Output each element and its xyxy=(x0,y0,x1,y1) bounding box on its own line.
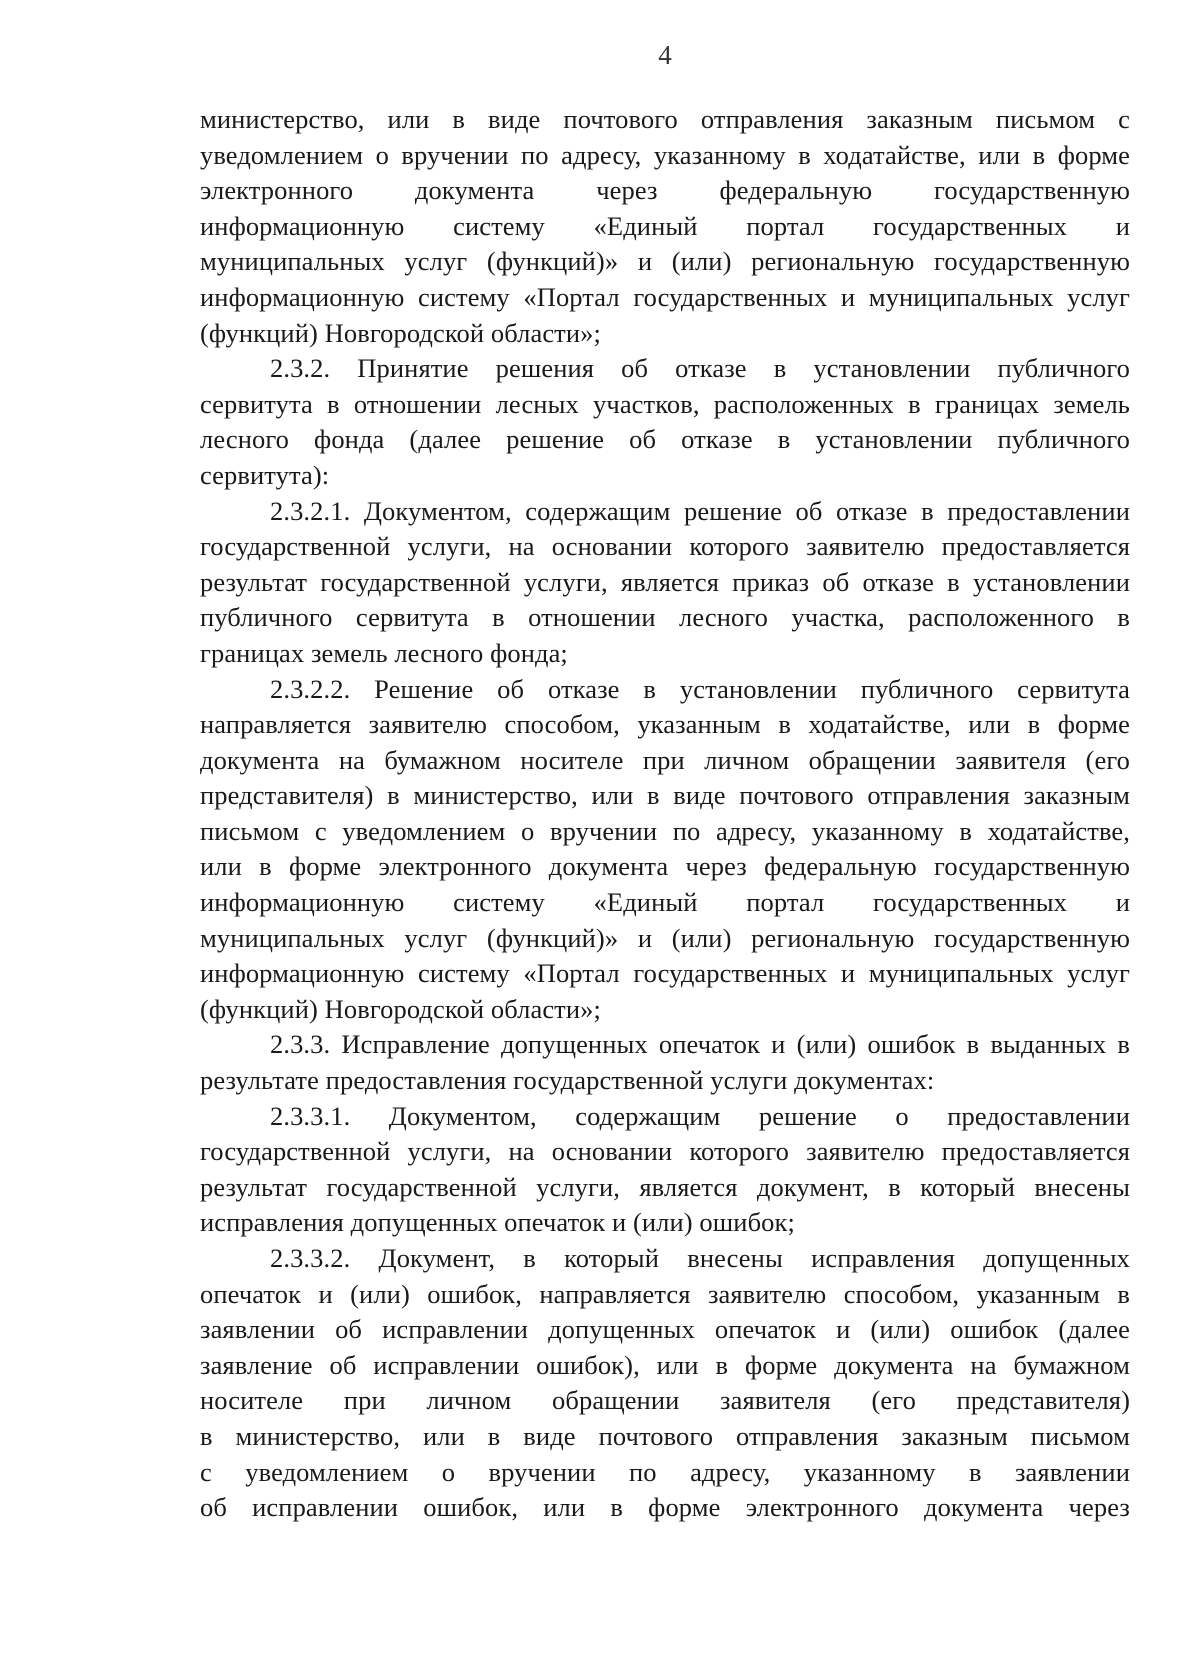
text-line: 2.3.2. Принятие решения об отказе в установлении публичного xyxy=(270,353,1130,384)
text-line: об исправлении ошибок, или в форме электронного документа через xyxy=(200,1492,1130,1523)
text-line: информационную систему «Портал государственных и муниципальных услуг xyxy=(200,281,1130,312)
text-line: публичного сервитута в отношении лесного участка, расположенного в xyxy=(200,602,1130,633)
text-line: результат государственной услуги, является приказ об отказе в установлении xyxy=(200,566,1130,597)
text-line: (функций) Новгородской области»; xyxy=(200,317,601,348)
text-line: государственной услуги, на основании которого заявителю предоставляется xyxy=(200,1136,1130,1167)
paragraph-2-3-3 xyxy=(200,1027,1130,1098)
text-line: информационную систему «Единый портал государственных и xyxy=(200,887,1130,918)
text-line: 2.3.2.2. Решение об отказе в установлении публичного сервитута xyxy=(270,673,1130,704)
text-line: результат государственной услуги, является документ, в который внесены xyxy=(200,1171,1130,1202)
text-line: сервитута в отношении лесных участков, расположенных в границах земель xyxy=(200,388,1130,419)
text-line: с уведомлением о вручении по адресу, указанному в заявлении xyxy=(200,1456,1130,1487)
text-line: государственной услуги, на основании которого заявителю предоставляется xyxy=(200,531,1130,562)
text-line: 2.3.3.2. Документ, в который внесены исправления допущенных xyxy=(270,1243,1130,1273)
text-line: документа на бумажном носителе при личном обращении заявителя (его xyxy=(200,744,1130,775)
paragraph-2-3-2-2 xyxy=(200,672,1130,1028)
document-body xyxy=(200,102,1130,1526)
text-line: результате предоставления государственной услуги документах: xyxy=(200,1065,935,1096)
paragraph-2-3-2 xyxy=(200,351,1130,493)
text-line: направляется заявителю способом, указанным в ходатайстве, или в форме xyxy=(200,709,1130,740)
paragraph-2-3-3-2 xyxy=(200,1241,1130,1526)
text-line: носителе при личном обращении заявителя (его представителя) xyxy=(200,1385,1130,1416)
text-line: заявлении об исправлении допущенных опечаток и (или) ошибок (далее xyxy=(200,1314,1130,1345)
text-line: муниципальных услуг (функций)» и (или) региональную государственную xyxy=(200,246,1130,277)
text-line: опечаток и (или) ошибок, направляется заявителю способом, указанным в xyxy=(200,1278,1130,1309)
paragraph-continuation xyxy=(200,102,1130,351)
text-line: министерство, или в виде почтового отправления заказным письмом с xyxy=(200,104,1130,134)
text-line: электронного документа через федеральную государственную xyxy=(200,175,1130,206)
text-line: письмом с уведомлением о вручении по адресу, указанному в ходатайстве, xyxy=(200,815,1130,846)
text-line: или в форме электронного документа через федеральную государственную xyxy=(200,851,1130,882)
text-line: информационную систему «Портал государственных и муниципальных услуг xyxy=(200,958,1130,989)
text-line: сервитута): xyxy=(200,459,330,490)
text-line: (функций) Новгородской области»; xyxy=(200,993,601,1024)
text-line: муниципальных услуг (функций)» и (или) региональную государственную xyxy=(200,922,1130,953)
text-line: границах земель лесного фонда; xyxy=(200,637,568,668)
text-line: заявление об исправлении ошибок), или в форме документа на бумажном xyxy=(200,1349,1130,1380)
page-number: 4 xyxy=(658,40,672,70)
text-line: 2.3.3. Исправление допущенных опечаток и (или) ошибок в выданных в xyxy=(270,1029,1130,1060)
text-line: исправления допущенных опечаток и (или) ошибок; xyxy=(200,1207,795,1238)
text-line: информационную систему «Единый портал государственных и xyxy=(200,210,1130,241)
text-line: лесного фонда (далее решение об отказе в установлении публичного xyxy=(200,424,1130,455)
text-line: 2.3.2.1. Документом, содержащим решение об отказе в предоставлении xyxy=(270,495,1130,526)
text-line: представителя) в министерство, или в виде почтового отправления заказным xyxy=(200,780,1130,811)
text-line: 2.3.3.1. Документом, содержащим решение о предоставлении xyxy=(270,1100,1130,1131)
text-line: уведомлением о вручении по адресу, указанному в ходатайстве, или в форме xyxy=(200,139,1130,170)
paragraph-2-3-3-1 xyxy=(200,1099,1130,1241)
paragraph-2-3-2-1 xyxy=(200,494,1130,672)
text-line: в министерство, или в виде почтового отправления заказным письмом xyxy=(200,1420,1130,1451)
